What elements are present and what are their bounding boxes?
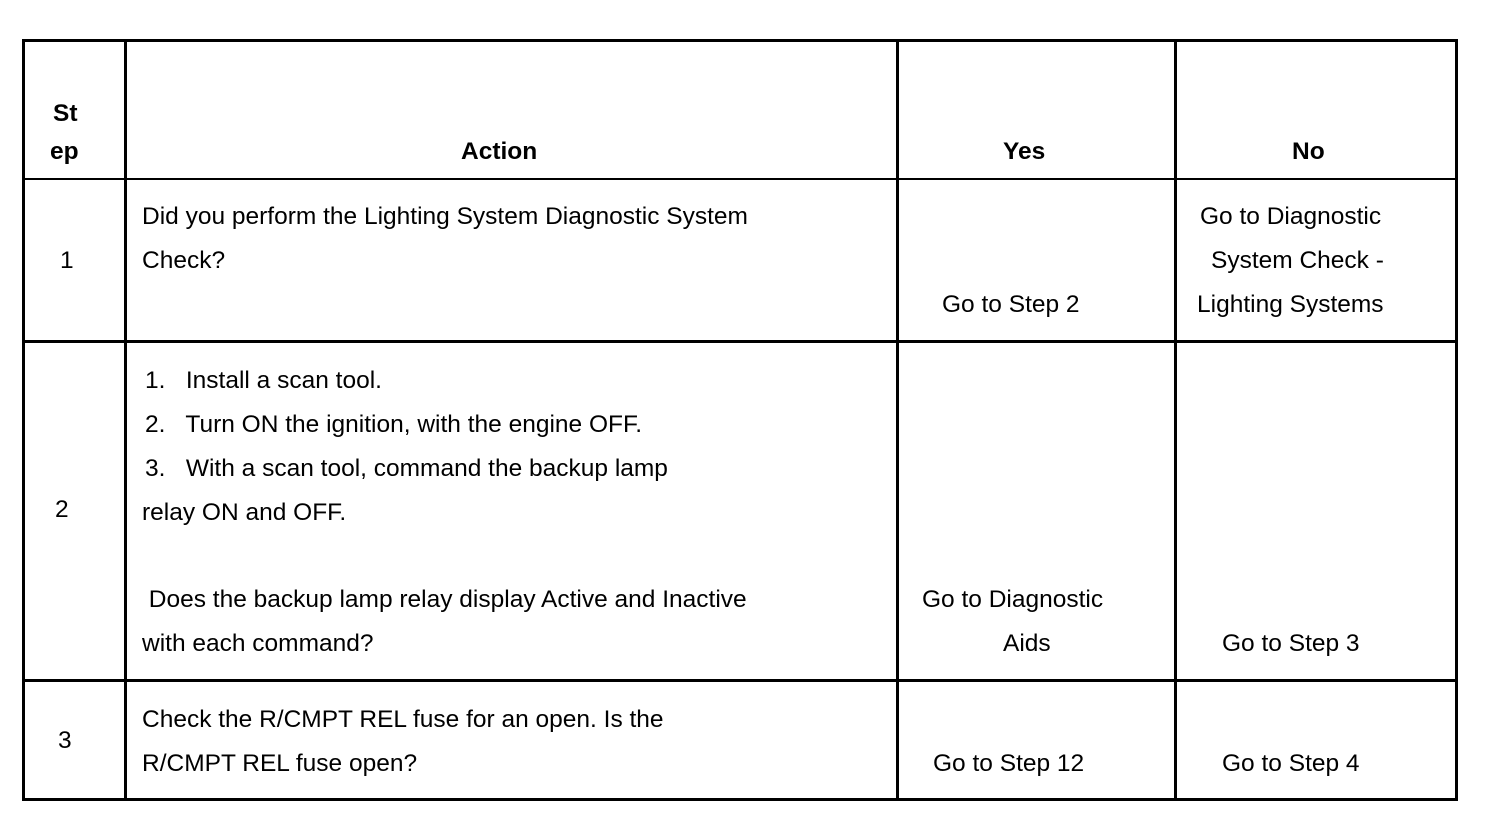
action-text: R/CMPT REL fuse open?	[142, 750, 418, 777]
row-divider	[22, 679, 1458, 682]
action-text: 2. Turn ON the ignition, with the engine OFF.	[145, 411, 643, 438]
step-number: 1	[60, 247, 74, 274]
yes-result: Go to Step 2	[942, 291, 1080, 318]
step-number: 2	[55, 496, 69, 523]
yes-result: Go to Diagnostic	[922, 586, 1104, 613]
column-divider	[1455, 39, 1458, 801]
no-result: Go to Step 4	[1222, 750, 1360, 777]
action-text: Check the R/CMPT REL fuse for an open. Is the	[142, 706, 664, 733]
column-divider	[1174, 39, 1177, 801]
action-text: Does the backup lamp relay display Active and Inactive	[142, 586, 747, 613]
action-text: relay ON and OFF.	[142, 499, 347, 526]
row-divider	[22, 340, 1458, 343]
column-divider	[896, 39, 899, 801]
action-text: with each command?	[142, 630, 374, 657]
action-text: 1. Install a scan tool.	[145, 367, 382, 394]
action-text: 3. With a scan tool, command the backup lamp	[145, 455, 668, 482]
column-divider	[124, 39, 127, 801]
header-action-label: Action	[461, 138, 538, 165]
header-yes-label: Yes	[1003, 138, 1046, 165]
table-border-top	[22, 39, 1458, 42]
header-step-label: ep	[50, 138, 79, 165]
diagnostic-table	[22, 39, 1458, 801]
header-divider	[22, 178, 1458, 180]
step-number: 3	[58, 727, 72, 754]
no-result: Go to Diagnostic	[1200, 203, 1382, 230]
yes-result: Aids	[1003, 630, 1051, 657]
no-result: Lighting Systems	[1197, 291, 1384, 318]
no-result: Go to Step 3	[1222, 630, 1360, 657]
header-step-label: St	[53, 100, 78, 127]
table-border-bottom	[22, 798, 1458, 801]
column-divider	[22, 39, 25, 801]
header-no-label: No	[1292, 138, 1325, 165]
action-text: Did you perform the Lighting System Diagnostic System	[142, 203, 748, 230]
no-result: System Check -	[1211, 247, 1384, 274]
action-text: Check?	[142, 247, 226, 274]
yes-result: Go to Step 12	[933, 750, 1085, 777]
